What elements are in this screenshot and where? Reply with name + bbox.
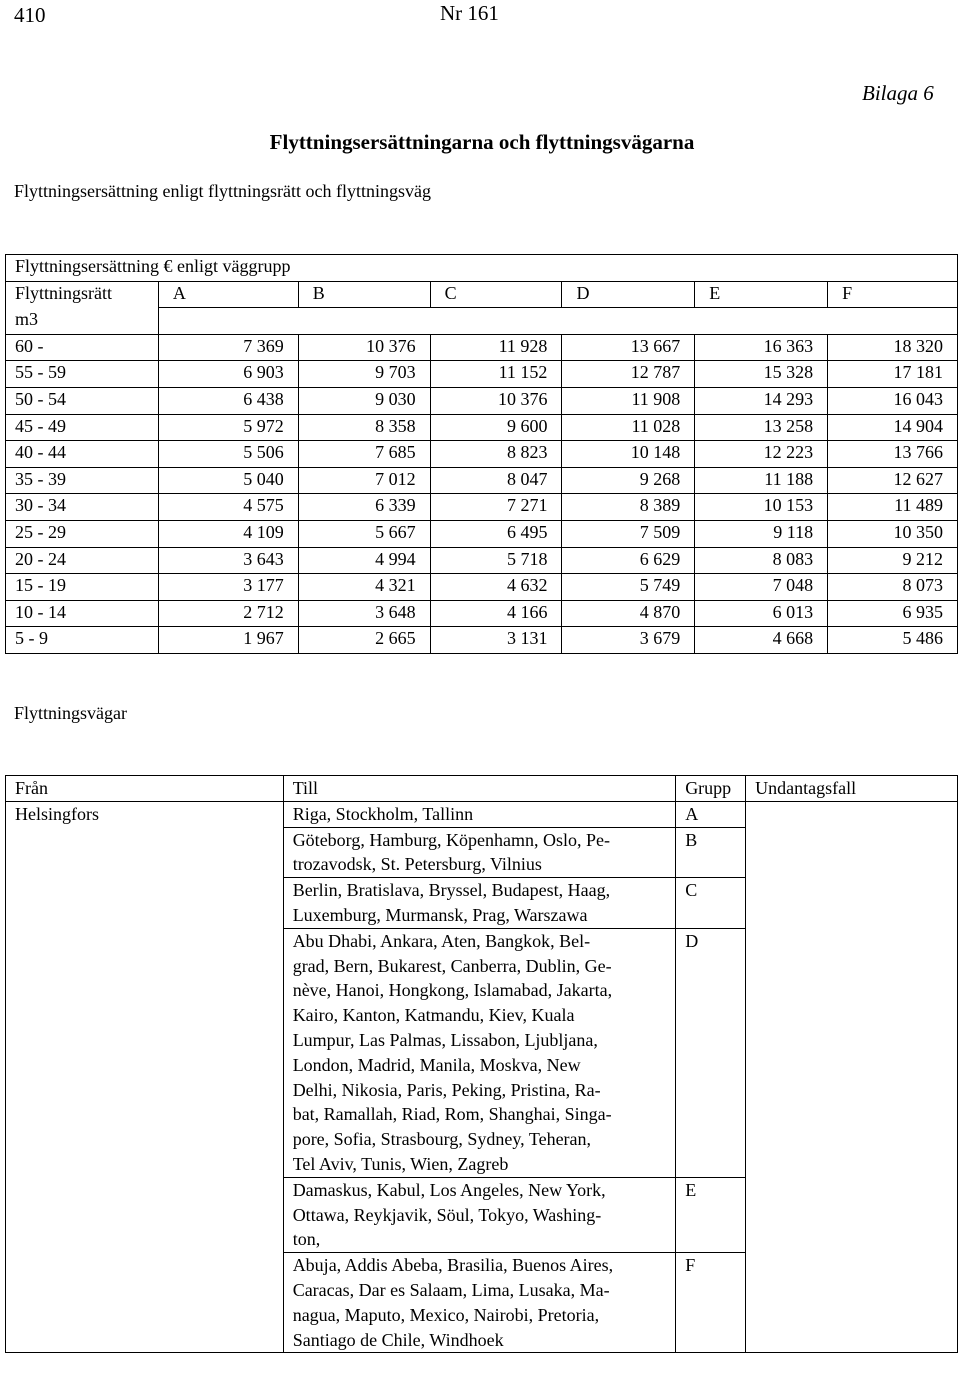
- compensation-value: 11 188: [695, 467, 828, 494]
- compensation-value: 4 109: [158, 520, 298, 547]
- compensation-value: 13 258: [695, 414, 828, 441]
- compensation-value: 11 489: [828, 494, 958, 521]
- compensation-value: 3 648: [298, 600, 430, 627]
- compensation-value: 5 749: [562, 574, 695, 601]
- compensation-value: 5 718: [430, 547, 562, 574]
- compensation-value: 10 376: [430, 387, 562, 414]
- volume-range: 10 - 14: [6, 600, 159, 627]
- compensation-table: [5, 254, 958, 654]
- table-row: [6, 441, 958, 468]
- compensation-value: 4 870: [562, 600, 695, 627]
- compensation-value: 10 376: [298, 334, 430, 361]
- compensation-value: 7 048: [695, 574, 828, 601]
- routes-caption: Flyttningsvägar: [14, 703, 127, 723]
- unit-label: m3: [6, 308, 159, 335]
- compensation-value: 8 358: [298, 414, 430, 441]
- table-row: [6, 334, 958, 361]
- table-row: [6, 1177, 958, 1252]
- route-exception: [746, 878, 958, 929]
- volume-range: 35 - 39: [6, 467, 159, 494]
- compensation-value: 8 047: [430, 467, 562, 494]
- volume-range: 40 - 44: [6, 441, 159, 468]
- route-destinations: Abu Dhabi, Ankara, Aten, Bangkok, Bel- grad, Bern, Bukarest, Canberra, Dublin, Ge- nève, Hanoi, Hongkong, Islamabad, Jakarta, Kairo, Kanton, Katmandu, Kiev, Kuala Lumpur, Las Palmas, Lissabon, Ljubljana, London, Madrid, Manila, Moskva, New Delhi, Nikosia, Paris, Peking, Pristina, Ra- bat, Ramallah, Riad, Rom, Shanghai, Singa- pore, Sofia, Strasbourg, Sydney, Teheran, Tel Aviv, Tunis, Wien, Zagreb: [283, 928, 676, 1177]
- page-number: 410: [14, 3, 46, 27]
- routes-header-row: [6, 776, 958, 802]
- route-exception: [746, 1253, 958, 1353]
- table-row: [6, 520, 958, 547]
- table-row: [6, 414, 958, 441]
- compensation-value: 4 668: [695, 627, 828, 654]
- compensation-value: 4 575: [158, 494, 298, 521]
- compensation-value: 10 350: [828, 520, 958, 547]
- table-row: [6, 361, 958, 388]
- route-exception: [746, 1177, 958, 1252]
- compensation-value: 15 328: [695, 361, 828, 388]
- table-row: [6, 827, 958, 878]
- compensation-value: 5 040: [158, 467, 298, 494]
- compensation-value: 7 509: [562, 520, 695, 547]
- volume-range: 15 - 19: [6, 574, 159, 601]
- compensation-caption-row: [6, 255, 958, 282]
- compensation-value: 9 030: [298, 387, 430, 414]
- compensation-value: 6 903: [158, 361, 298, 388]
- table-row: [6, 928, 958, 1177]
- route-destinations: Abuja, Addis Abeba, Brasilia, Buenos Aires, Caracas, Dar es Salaam, Lima, Lusaka, Ma- nagua, Maputo, Mexico, Nairobi, Pretoria, Santiago de Chile, Windhoek: [283, 1253, 676, 1353]
- volume-range: 55 - 59: [6, 361, 159, 388]
- compensation-value: 14 904: [828, 414, 958, 441]
- compensation-value: 6 629: [562, 547, 695, 574]
- table-row: [6, 467, 958, 494]
- route-destinations: Berlin, Bratislava, Bryssel, Budapest, Haag, Luxemburg, Murmansk, Prag, Warszawa: [283, 878, 676, 929]
- group-header: B: [298, 281, 430, 308]
- compensation-value: 4 632: [430, 574, 562, 601]
- compensation-value: 6 495: [430, 520, 562, 547]
- compensation-value: 6 438: [158, 387, 298, 414]
- volume-range: 25 - 29: [6, 520, 159, 547]
- compensation-value: 8 073: [828, 574, 958, 601]
- compensation-value: 9 703: [298, 361, 430, 388]
- compensation-value: 3 131: [430, 627, 562, 654]
- volume-range: 45 - 49: [6, 414, 159, 441]
- compensation-value: 6 339: [298, 494, 430, 521]
- compensation-value: 9 118: [695, 520, 828, 547]
- subtitle: Flyttningsersättning enligt flyttningsrätt och flyttningsväg: [14, 181, 431, 201]
- route-origin: [6, 827, 284, 878]
- compensation-header-row: [6, 281, 958, 308]
- route-group: C: [676, 878, 746, 929]
- route-group: E: [676, 1177, 746, 1252]
- compensation-value: 11 028: [562, 414, 695, 441]
- header-to: Till: [283, 776, 676, 802]
- compensation-value: 12 223: [695, 441, 828, 468]
- table-row: [6, 627, 958, 654]
- header-exception: Undantagsfall: [746, 776, 958, 802]
- group-header: C: [430, 281, 562, 308]
- volume-range: 20 - 24: [6, 547, 159, 574]
- group-header: F: [828, 281, 958, 308]
- compensation-value: 2 712: [158, 600, 298, 627]
- unit-row-spacer: [158, 308, 957, 335]
- compensation-value: 13 667: [562, 334, 695, 361]
- route-origin: [6, 928, 284, 1177]
- route-group: F: [676, 1253, 746, 1353]
- compensation-value: 16 363: [695, 334, 828, 361]
- volume-range: 5 - 9: [6, 627, 159, 654]
- header-group: Grupp: [676, 776, 746, 802]
- table-row: [6, 878, 958, 929]
- compensation-value: 3 643: [158, 547, 298, 574]
- compensation-value: 6 935: [828, 600, 958, 627]
- compensation-value: 11 908: [562, 387, 695, 414]
- route-destinations: Damaskus, Kabul, Los Angeles, New York, Ottawa, Reykjavik, Söul, Tokyo, Washing- ton,: [283, 1177, 676, 1252]
- compensation-value: 11 928: [430, 334, 562, 361]
- right-label: Flyttningsrätt: [6, 281, 159, 308]
- compensation-value: 8 389: [562, 494, 695, 521]
- compensation-value: 13 766: [828, 441, 958, 468]
- group-header: A: [158, 281, 298, 308]
- compensation-value: 3 177: [158, 574, 298, 601]
- compensation-value: 9 268: [562, 467, 695, 494]
- route-exception: [746, 827, 958, 878]
- document-number: Nr 161: [440, 1, 499, 25]
- compensation-value: 14 293: [695, 387, 828, 414]
- route-origin: [6, 878, 284, 929]
- compensation-value: 4 321: [298, 574, 430, 601]
- compensation-value: 18 320: [828, 334, 958, 361]
- volume-range: 30 - 34: [6, 494, 159, 521]
- header-from: Från: [6, 776, 284, 802]
- compensation-value: 12 627: [828, 467, 958, 494]
- table-row: [6, 801, 958, 827]
- table-row: [6, 547, 958, 574]
- compensation-value: 11 152: [430, 361, 562, 388]
- routes-table: [5, 775, 958, 1353]
- compensation-caption: Flyttningsersättning € enligt väggrupp: [6, 255, 958, 282]
- route-destinations: Riga, Stockholm, Tallinn: [283, 801, 676, 827]
- compensation-value: 9 600: [430, 414, 562, 441]
- compensation-value: 5 972: [158, 414, 298, 441]
- route-origin: Helsingfors: [6, 801, 284, 827]
- appendix-label: Bilaga 6: [862, 81, 934, 105]
- volume-range: 60 -: [6, 334, 159, 361]
- table-row: [6, 574, 958, 601]
- compensation-value: 8 823: [430, 441, 562, 468]
- route-origin: [6, 1177, 284, 1252]
- compensation-value: 17 181: [828, 361, 958, 388]
- table-row: [6, 1253, 958, 1353]
- table-row: [6, 494, 958, 521]
- compensation-unit-row: [6, 308, 958, 335]
- compensation-value: 10 148: [562, 441, 695, 468]
- table-row: [6, 387, 958, 414]
- compensation-value: 7 685: [298, 441, 430, 468]
- compensation-value: 7 369: [158, 334, 298, 361]
- compensation-value: 5 486: [828, 627, 958, 654]
- route-exception: [746, 928, 958, 1177]
- compensation-value: 1 967: [158, 627, 298, 654]
- route-exception: [746, 801, 958, 827]
- compensation-value: 12 787: [562, 361, 695, 388]
- route-group: A: [676, 801, 746, 827]
- compensation-value: 10 153: [695, 494, 828, 521]
- route-origin: [6, 1253, 284, 1353]
- compensation-value: 3 679: [562, 627, 695, 654]
- route-group: D: [676, 928, 746, 1177]
- compensation-value: 4 166: [430, 600, 562, 627]
- compensation-value: 7 271: [430, 494, 562, 521]
- volume-range: 50 - 54: [6, 387, 159, 414]
- group-header: D: [562, 281, 695, 308]
- compensation-value: 5 506: [158, 441, 298, 468]
- compensation-value: 2 665: [298, 627, 430, 654]
- page-title: Flyttningsersättningarna och flyttningsvägarna: [269, 130, 695, 154]
- route-group: B: [676, 827, 746, 878]
- compensation-value: 7 012: [298, 467, 430, 494]
- compensation-value: 16 043: [828, 387, 958, 414]
- compensation-value: 9 212: [828, 547, 958, 574]
- compensation-value: 4 994: [298, 547, 430, 574]
- table-row: [6, 600, 958, 627]
- compensation-value: 5 667: [298, 520, 430, 547]
- route-destinations: Göteborg, Hamburg, Köpenhamn, Oslo, Pe- trozavodsk, St. Petersburg, Vilnius: [283, 827, 676, 878]
- compensation-value: 6 013: [695, 600, 828, 627]
- group-header: E: [695, 281, 828, 308]
- compensation-value: 8 083: [695, 547, 828, 574]
